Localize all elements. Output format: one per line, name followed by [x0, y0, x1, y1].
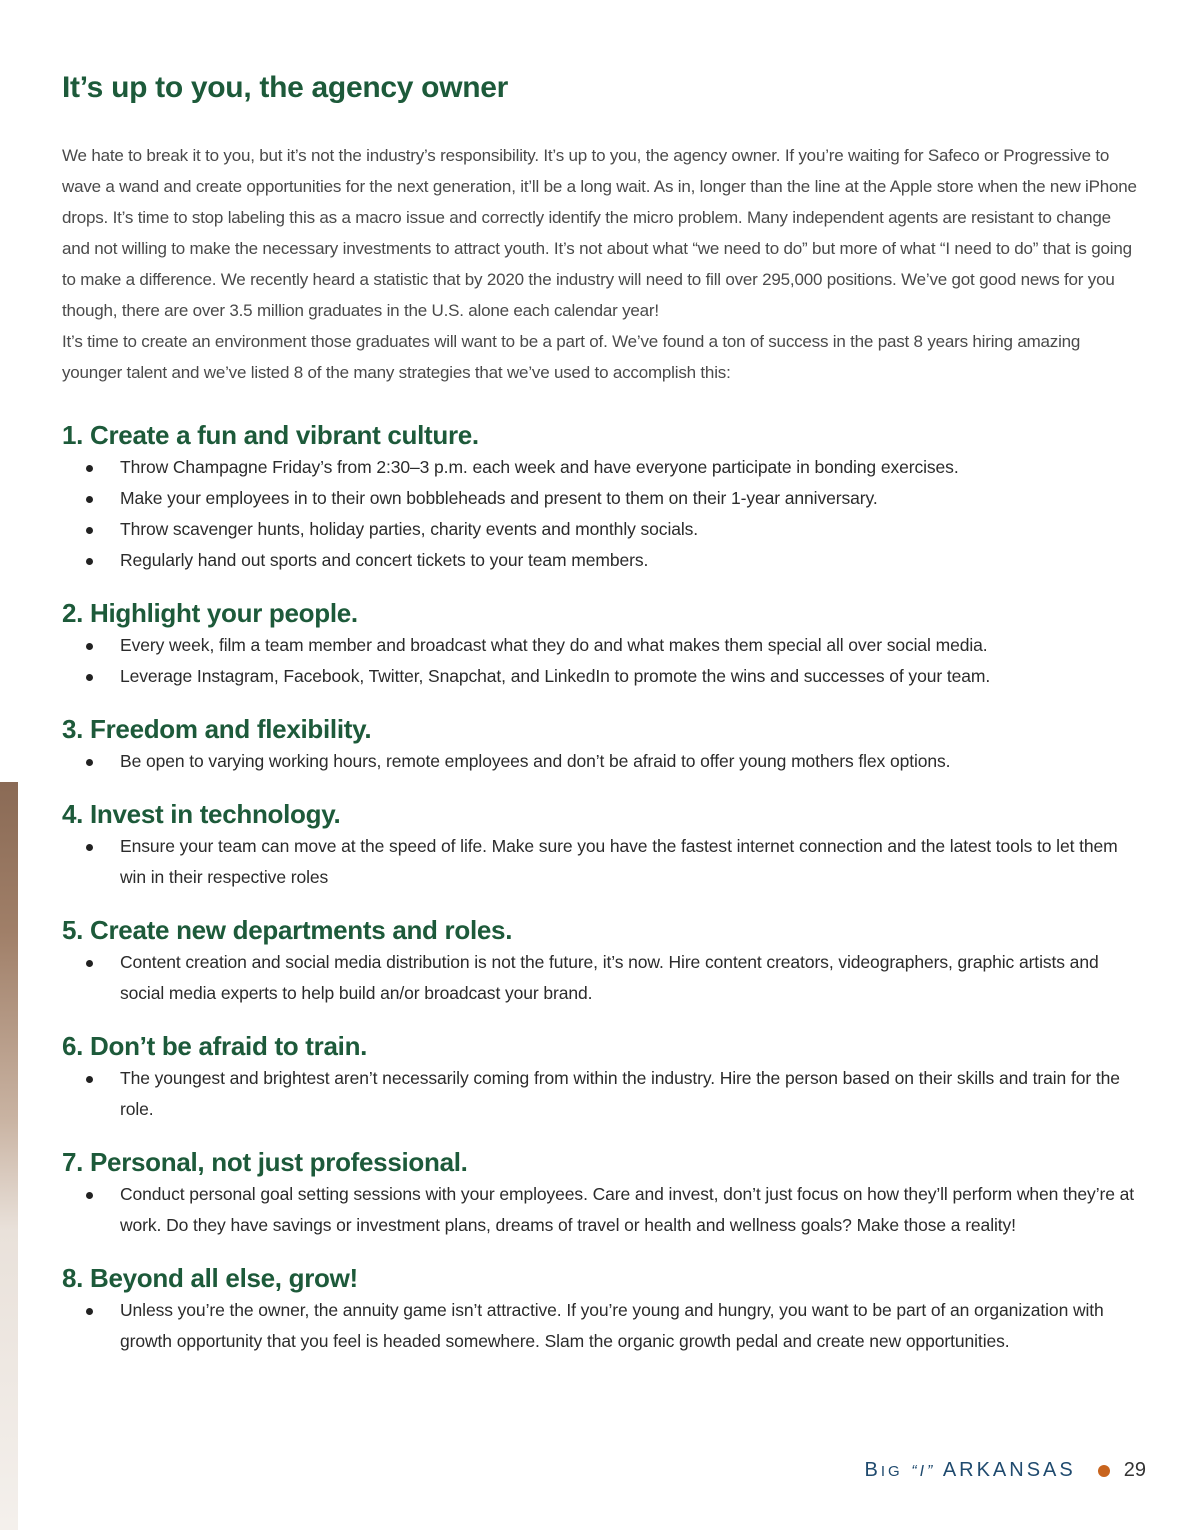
bullet-icon — [86, 1192, 93, 1199]
bullet-icon — [86, 558, 93, 565]
section-heading: 8. Beyond all else, grow! — [62, 1263, 358, 1293]
bullet-item — [62, 1179, 1142, 1241]
strategy-section — [62, 797, 1142, 893]
publication-name — [865, 1459, 1076, 1482]
brand-initial: B — [864, 1459, 881, 1481]
strategy-section — [62, 596, 1142, 692]
bullet-text: Content creation and social media distribution is not the future, it’s now. Hire content creators, videographers, graphic artists and social media experts to help build an/or broadcast your brand. — [120, 952, 1099, 1003]
bullet-icon — [86, 1308, 93, 1315]
intro — [62, 140, 1142, 388]
strategy-list — [62, 418, 1142, 1357]
brand-state: ARKANSAS — [942, 1459, 1076, 1481]
brand-quote: “I” — [911, 1463, 936, 1480]
bullet-item — [62, 483, 1142, 514]
page-footer — [865, 1459, 1147, 1482]
bullet-text: Regularly hand out sports and concert tickets to your team members. — [120, 550, 649, 570]
bullet-text: Throw scavenger hunts, holiday parties, charity events and monthly socials. — [120, 519, 699, 539]
bullet-list — [62, 452, 1142, 576]
bullet-icon — [86, 465, 93, 472]
bullet-list — [62, 1179, 1142, 1241]
bullet-text: Unless you’re the owner, the annuity game isn’t attractive. If you’re young and hungry, you want to be part of an organization with growth opportunity that you feel is headed somewhere. Slam the organic growth pedal and create new opportunities. — [120, 1300, 1104, 1351]
bullet-text: Make your employees in to their own bobbleheads and present to them on their 1-year anniversary. — [120, 488, 878, 508]
bullet-item — [62, 514, 1142, 545]
bullet-item — [62, 831, 1142, 893]
bullet-list — [62, 1063, 1142, 1125]
section-heading: 5. Create new departments and roles. — [62, 915, 513, 945]
bullet-item — [62, 1295, 1142, 1357]
bullet-icon — [86, 496, 93, 503]
strategy-section — [62, 913, 1142, 1009]
bullet-text: Every week, film a team member and broadcast what they do and what makes them special all over social media. — [120, 635, 988, 655]
bullet-list — [62, 1295, 1142, 1357]
section-heading: 6. Don’t be afraid to train. — [62, 1031, 368, 1061]
bullet-text: Be open to varying working hours, remote employees and don’t be afraid to offer young mothers flex options. — [120, 751, 951, 771]
bullet-item — [62, 1063, 1142, 1125]
bullet-item — [62, 746, 1142, 777]
intro-paragraph: It’s time to create an environment those graduates will want to be a part of. We’ve found a ton of success in the past 8 years hiring amazing younger talent and we’ve listed 8 of the many strategies that we’ve used to accomplish this: — [62, 332, 1081, 382]
section-heading: 7. Personal, not just professional. — [62, 1147, 468, 1177]
intro-paragraph: We hate to break it to you, but it’s not the industry’s responsibility. It’s up to you, the agency owner. If you’re waiting for Safeco or Progressive to wave a wand and create opportunities for the next generation, it’ll be a long wait. As in, longer than the line at the Apple store when the new iPhone drops. It’s time to stop labeling this as a macro issue and correctly identify the micro problem. Many independent agents are resistant to change and not willing to make the necessary investments to attract youth. It’s not about what “we need to do” but more of what “I need to do” that is going to make a difference. We recently heard a statistic that by 2020 the industry will need to fill over 295,000 positions. We’ve got good news for you though, there are over 3.5 million graduates in the U.S. alone each calendar year! — [62, 146, 1137, 320]
section-heading: 4. Invest in technology. — [62, 799, 341, 829]
strategy-section — [62, 1029, 1142, 1125]
bullet-icon — [86, 1076, 93, 1083]
bullet-icon — [86, 759, 93, 766]
bullet-item — [62, 452, 1142, 483]
article — [62, 68, 1142, 1357]
bullet-list — [62, 630, 1142, 692]
footer-dot-icon — [1098, 1465, 1110, 1477]
edge-photo — [0, 782, 18, 1530]
strategy-section — [62, 712, 1142, 777]
bullet-text: Ensure your team can move at the speed of life. Make sure you have the fastest internet connection and the latest tools to let them win in their respective roles — [120, 836, 1118, 887]
bullet-item — [62, 545, 1142, 576]
bullet-list — [62, 746, 1142, 777]
bullet-list — [62, 947, 1142, 1009]
bullet-icon — [86, 643, 93, 650]
bullet-icon — [86, 674, 93, 681]
strategy-section — [62, 418, 1142, 576]
bullet-icon — [86, 844, 93, 851]
section-heading: 3. Freedom and flexibility. — [62, 714, 372, 744]
bullet-icon — [86, 960, 93, 967]
bullet-text: The youngest and brightest aren’t necessarily coming from within the industry. Hire the person based on their skills and train for the role. — [120, 1068, 1120, 1119]
bullet-item — [62, 947, 1142, 1009]
section-heading: 1. Create a fun and vibrant culture. — [62, 420, 479, 450]
bullet-text: Conduct personal goal setting sessions with your employees. Care and invest, don’t just focus on how they’ll perform when they’re at work. Do they have savings or investment plans, dreams of travel or health and wellness goals? Make those a reality! — [120, 1184, 1135, 1235]
page-title: It’s up to you, the agency owner — [62, 71, 509, 104]
section-heading: 2. Highlight your people. — [62, 598, 358, 628]
bullet-icon — [86, 527, 93, 534]
brand-small-caps: IG — [880, 1463, 903, 1480]
strategy-section — [62, 1261, 1142, 1357]
bullet-item — [62, 661, 1142, 692]
bullet-item — [62, 630, 1142, 661]
bullet-list — [62, 831, 1142, 893]
bullet-text: Throw Champagne Friday’s from 2:30–3 p.m. each week and have everyone participate in bonding exercises. — [120, 457, 959, 477]
page-number: 29 — [1123, 1459, 1146, 1481]
strategy-section — [62, 1145, 1142, 1241]
bullet-text: Leverage Instagram, Facebook, Twitter, Snapchat, and LinkedIn to promote the wins and successes of your team. — [120, 666, 991, 686]
